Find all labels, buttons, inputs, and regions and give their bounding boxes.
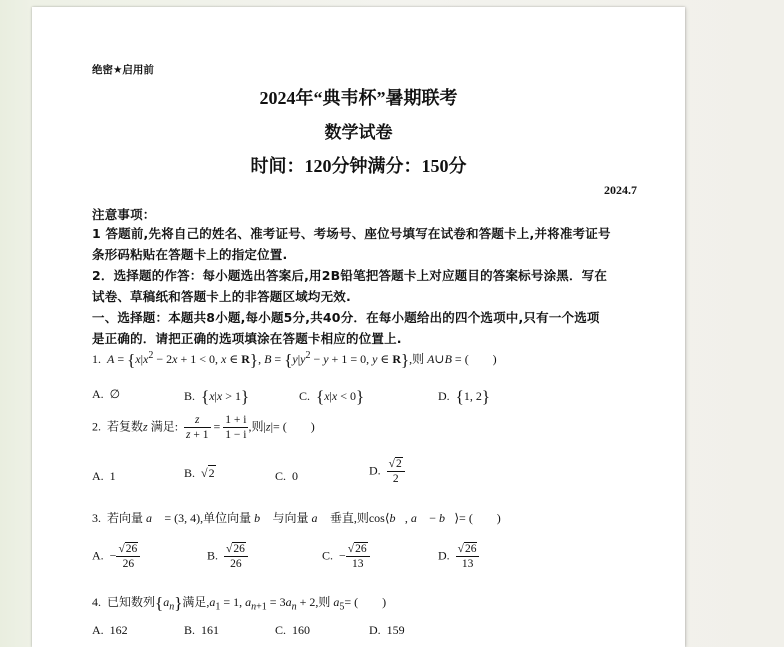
- question-2: 2. 若复数z 满足: $\frac{z}{z + 1}$ = $\frac{1 + i}{1 - i}$ ,则|z|= ( ): [92, 414, 315, 441]
- exam-time-info: 时间：120分钟满分：150分: [250, 156, 467, 176]
- q2-option-d: D. $\frac{√2}{2}$: [369, 457, 405, 486]
- confidential-label: 绝密★启用前: [92, 64, 154, 76]
- exam-subject: 数学试卷: [324, 123, 393, 142]
- note-2-line-1: 2．选择题的作答：每小题选出答案后,用2B铅笔把答题卡上对应题目的答案标号涂黑．写在: [92, 268, 608, 283]
- note-1-line-1: 1 答题前,先将自己的姓名、准考证号、考场号、座位号填写在试卷和答题卡上,并将准考证号: [92, 226, 611, 241]
- q3-option-c: C. − $\frac{√26}{13}$: [322, 542, 370, 571]
- q1-option-d: D. {1, 2}: [438, 387, 491, 406]
- q2-option-a: A. 1: [92, 469, 116, 483]
- q2-fraction-right: $\frac{1 + i}{1 - i}$: [225, 414, 247, 441]
- question-1-number: 1.: [92, 352, 101, 366]
- question-1: 1. $A = \{x|x^2 - 2x + 1 < 0$, x ∈ R}, $B = \{y|y^2 - y + 1 = 0$, y ∈ R},则 A∪B = ( ): [92, 350, 497, 370]
- notes-heading: 注意事项：: [92, 207, 156, 222]
- question-4: 4. 已知数列$\{a_n\}$满足$,a_1 = 1$, $a_{n+1} = 3a_n + 2$,则 $a_5=$ ( ): [92, 593, 387, 613]
- exam-title: 2024年“典韦杯”暑期联考: [259, 88, 458, 108]
- q4-option-c: C. 160: [275, 623, 311, 637]
- section-1-line-1: 一、选择题：本题共8小题,每小题5分,共40分．在每小题给出的四个选项中,只有一个选项: [92, 310, 600, 325]
- q4-option-b: B. 161: [184, 623, 220, 637]
- note-2-line-2: 试卷、草稿纸和答题卡上的非答题区域均无效.: [92, 289, 351, 304]
- q1-option-a: A. ∅: [92, 387, 121, 401]
- q3-option-b: B. $\frac{√26}{26}$: [207, 542, 248, 571]
- section-1-line-2: 是正确的．请把正确的选项填涂在答题卡相应的位置上.: [92, 331, 402, 346]
- note-1-line-2: 条形码粘贴在答题卡上的指定位置.: [92, 247, 288, 262]
- q1-option-c: C. {x|x < 0}: [299, 387, 365, 406]
- q3-option-d: D. $\frac{√26}{13}$: [438, 542, 479, 571]
- q2-option-c: C. 0: [275, 469, 299, 483]
- q3-option-a: A. − $\frac{√26}{26}$: [92, 542, 140, 571]
- q2-option-b: B. √2: [184, 466, 215, 480]
- q4-option-d: D. 159: [369, 623, 405, 637]
- q2-fraction-left: $\frac{z}{z + 1}$: [186, 414, 209, 441]
- question-3: 3. 若向量 a⃗ = (3, 4),单位向量 b⃗ 与向量 a⃗ 垂直,则cos⟨b⃗, a⃗ − b⃗⟩= ( ): [92, 511, 501, 525]
- q1-option-b: B. {x|x > 1}: [184, 387, 250, 406]
- document-page: [32, 7, 685, 647]
- q4-option-a: A. 162: [92, 623, 128, 637]
- exam-date: 2024.7: [604, 183, 637, 197]
